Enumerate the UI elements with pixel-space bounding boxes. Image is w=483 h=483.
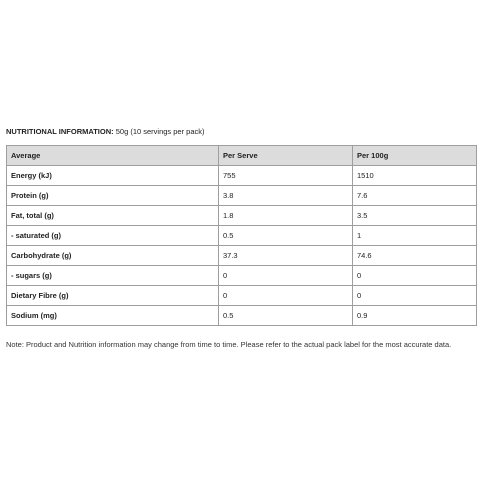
column-header-per-100g: Per 100g [353, 146, 477, 166]
table-row [7, 266, 477, 286]
per-100g-value: 7.6 [353, 186, 477, 206]
per-serve-value: 1.8 [219, 206, 353, 226]
per-serve-value: 0.5 [219, 306, 353, 326]
heading-detail: 50g (10 servings per pack) [113, 127, 205, 136]
per-serve-value: 3.8 [219, 186, 353, 206]
per-100g-value: 1 [353, 226, 477, 246]
table-row [7, 246, 477, 266]
column-header-average: Average [7, 146, 219, 166]
row-label: - sugars (g) [7, 266, 219, 286]
table-row [7, 286, 477, 306]
row-label: Energy (kJ) [7, 166, 219, 186]
nutrition-heading [6, 127, 205, 137]
per-serve-value: 755 [219, 166, 353, 186]
table-row [7, 186, 477, 206]
per-serve-value: 0 [219, 286, 353, 306]
per-serve-value: 0 [219, 266, 353, 286]
table-row [7, 206, 477, 226]
row-label: Fat, total (g) [7, 206, 219, 226]
per-100g-value: 1510 [353, 166, 477, 186]
per-serve-value: 0.5 [219, 226, 353, 246]
row-label: - saturated (g) [7, 226, 219, 246]
column-header-per-serve: Per Serve [219, 146, 353, 166]
row-label: Sodium (mg) [7, 306, 219, 326]
row-label: Carbohydrate (g) [7, 246, 219, 266]
row-label: Dietary Fibre (g) [7, 286, 219, 306]
table-row [7, 306, 477, 326]
table-header-row [7, 146, 477, 166]
per-100g-value: 0 [353, 266, 477, 286]
table-row [7, 226, 477, 246]
per-serve-value: 37.3 [219, 246, 353, 266]
per-100g-value: 0 [353, 286, 477, 306]
table-row [7, 166, 477, 186]
row-label: Protein (g) [7, 186, 219, 206]
per-100g-value: 3.5 [353, 206, 477, 226]
per-100g-value: 0.9 [353, 306, 477, 326]
nutrition-table [6, 145, 477, 326]
disclaimer-note: Note: Product and Nutrition information may change from time to time. Please refer to the actual pack label for the most accurate data. [6, 340, 452, 349]
heading-label: NUTRITIONAL INFORMATION: [6, 127, 114, 136]
per-100g-value: 74.6 [353, 246, 477, 266]
